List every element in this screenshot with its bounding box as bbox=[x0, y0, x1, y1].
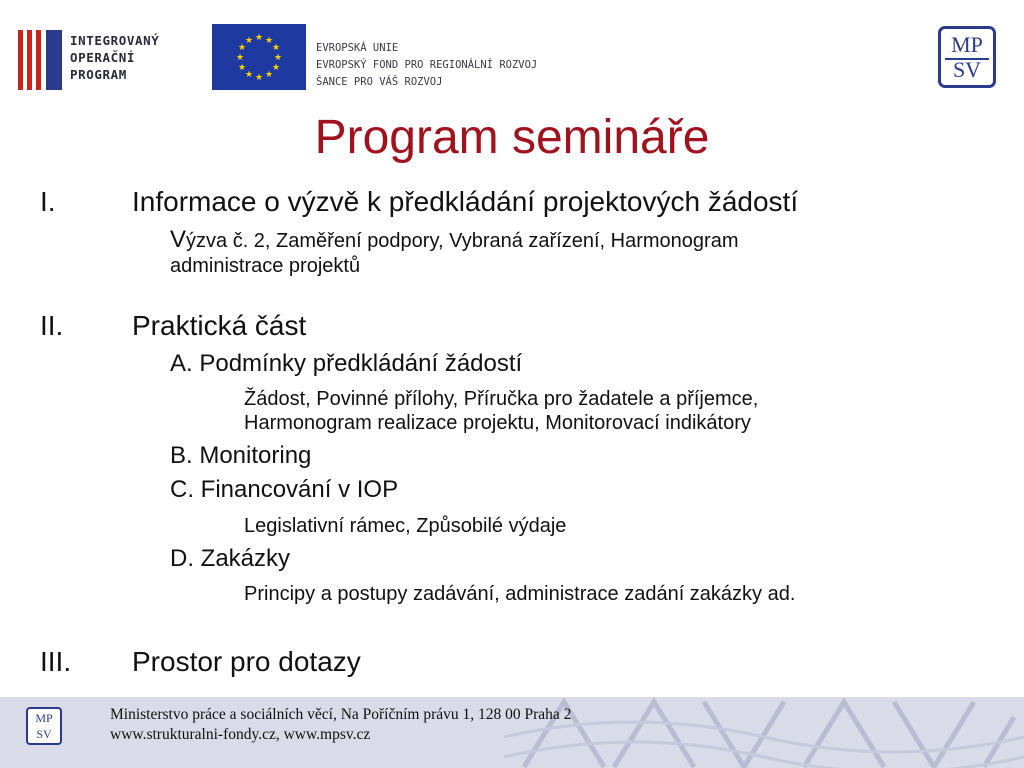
svg-text:★: ★ bbox=[254, 32, 264, 42]
section-3-number: III. bbox=[40, 646, 72, 677]
section-2-item-a: A. Podmínky předkládání žádostí bbox=[170, 350, 523, 377]
section-2-item-a-detail-line1: Žádost, Povinné přílohy, Příručka pro žadatele a příjemce, bbox=[244, 388, 759, 410]
section-1-detail-line1 bbox=[170, 228, 738, 253]
footer-mpsv-logo bbox=[26, 707, 62, 745]
section-3-title: Prostor pro dotazy bbox=[132, 646, 361, 677]
footer-logo-bottom: SV bbox=[36, 727, 52, 741]
section-2-number: II. bbox=[40, 310, 64, 341]
section-2-item-a-detail-line2: Harmonogram realizace projektu, Monitorovací indikátory bbox=[244, 412, 751, 434]
section-2-title: Praktická část bbox=[132, 310, 307, 341]
section-1-number: I. bbox=[40, 186, 56, 217]
iop-logo-mark bbox=[18, 30, 66, 90]
section-1-detail-rest: ýzva č. 2, Zaměření podpory, Vybraná zařízení, Harmonogram bbox=[186, 230, 739, 252]
footer-logo-top: MP bbox=[35, 711, 53, 725]
svg-text:★: ★ bbox=[235, 52, 245, 62]
footer-address: Ministerstvo práce a sociálních věcí, Na Poříčním právu 1, 128 00 Praha 2 bbox=[110, 706, 572, 723]
svg-text:★: ★ bbox=[244, 35, 254, 45]
footer-watermark-pattern bbox=[504, 697, 1024, 768]
svg-text:★: ★ bbox=[244, 69, 254, 79]
eu-flag-icon bbox=[212, 24, 306, 90]
svg-text:★: ★ bbox=[264, 69, 274, 79]
slide-footer bbox=[0, 697, 1024, 768]
footer-websites: www.strukturalni-fondy.cz, www.mpsv.cz bbox=[110, 726, 371, 743]
section-1-title: Informace o výzvě k předkládání projektových žádostí bbox=[132, 186, 799, 217]
iop-logo-text: INTEGROVANÝ OPERAČNÍ PROGRAM bbox=[70, 33, 160, 82]
svg-text:★: ★ bbox=[264, 35, 274, 45]
iop-logo bbox=[18, 26, 200, 94]
footer-text bbox=[110, 705, 571, 745]
section-1-detail-lead: V bbox=[170, 226, 187, 253]
svg-text:★: ★ bbox=[271, 62, 281, 72]
svg-text:★: ★ bbox=[273, 52, 283, 62]
eu-text: EVROPSKÁ UNIE EVROPSKÝ FOND PRO REGIONÁLNÍ ROZVOJ ŠANCE PRO VÁŠ ROZVOJ bbox=[316, 42, 538, 88]
svg-text:★: ★ bbox=[237, 62, 247, 72]
slide-header bbox=[0, 0, 1024, 105]
svg-text:★: ★ bbox=[237, 42, 247, 52]
slide-title: Program semináře bbox=[314, 111, 710, 164]
section-2-item-c: C. Financování v IOP bbox=[170, 476, 399, 503]
eu-stars-circle-icon bbox=[212, 24, 306, 90]
mpsv-logo-top: MP bbox=[951, 32, 983, 57]
mpsv-logo-bottom: SV bbox=[952, 57, 982, 82]
section-2-item-d: D. Zakázky bbox=[170, 545, 291, 572]
section-2-item-c-detail: Legislativní rámec, Způsobilé výdaje bbox=[244, 515, 567, 537]
section-2-item-b: B. Monitoring bbox=[170, 442, 312, 469]
section-2-item-d-detail: Principy a postupy zadávání, administrace zadání zakázky ad. bbox=[244, 583, 796, 605]
mpsv-logo bbox=[938, 26, 996, 88]
section-1-detail-line2: administrace projektů bbox=[170, 255, 361, 277]
svg-text:★: ★ bbox=[254, 72, 264, 82]
svg-text:★: ★ bbox=[271, 42, 281, 52]
